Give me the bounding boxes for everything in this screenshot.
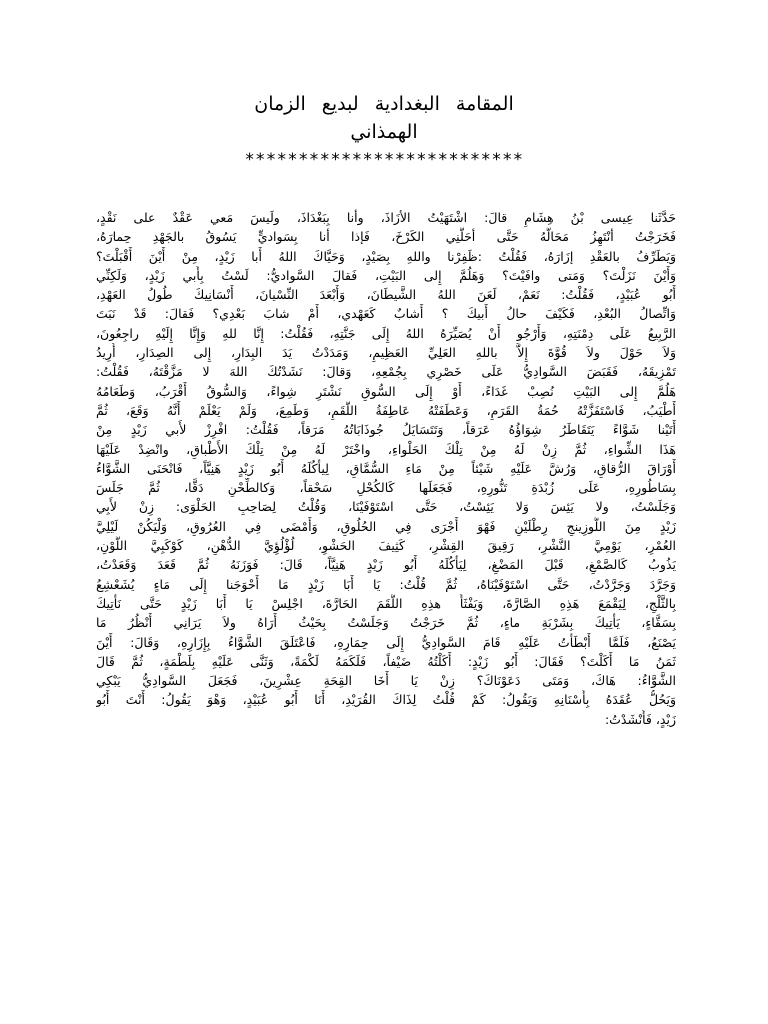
- body-line: بِسَقَّاءٍ، يَأْتِيكَ بِشَرْبَةِ ماءٍ، ثُمَّ خَرَجْتُ وَجَلَسْتُ بِحَيْثُ أَرَاهُ ولاَ يَرَانِي أَنْظُرُ مَا: [96, 615, 676, 631]
- title-line-2: الهمذاني: [350, 121, 418, 143]
- body-line: أَوْرَاقَ الرُّقاقِ، وَرُشَّ عَلَيْهِ شَيْئاً مِنْ مَاءِ السُّمَّاقِ، لِيأْكُلَهُ أَبُو زَيْدٍ هَنِيَّاً، فَانْحَنَى الشَّوَّاءُ: [96, 460, 676, 476]
- body-line: وَيَطَرِّفُ بالعَقْدِ إزَارَهُ، فَقُلْتُ :ظَفِرْنا واللهِ بِصَيْدٍ، وَحَيَّاكَ اللهُ أَبا زَيْدٍ، مِنْ أَيْنَ أَقْبَلْتَ؟: [96, 248, 676, 264]
- body-line: أَبُو عُبَيْدٍ، فَقُلْتُ: نَعَمْ، لَعَنَ اللهُ الشَّيطَانَ، وَأَبْعَدَ النِّسْيانَ، أَنْسَانِيكَ طُولُ العَهْدِ،: [96, 287, 676, 303]
- maqama-title: [120, 90, 648, 146]
- body-line: هَذَا الشِّواءِ، ثُمَّ زِنْ لَهُ مِنْ تِلْكَ الحَلْواءِ، واخْتَرْ لَهُ مِنْ تِلْكَ الأَطْباقِ، وانْضِدْ عَلَيْهَا: [96, 441, 676, 457]
- body-line: حَدَّثَنا عِيسى بْنُ هِشَامٍ قالَ: اشْتَهَيْتُ الأزَاذَ، وأنا بِبَغْدَاذَ، ولَيسَ مَعي عَقْدٌ على نَقْدٍ،: [96, 210, 676, 225]
- maqama-body-text: [96, 208, 676, 729]
- body-line: أَتَيْنا شَوَّاءً يَتَقَاطَرُ شِوَاؤُهُ عَرَقاً، وَتَتَسَايَلُ جُوذَابَاتُهُ مَرَقاً، فَقُلْتُ: افْرِزْ لأَبي زَيْدٍ مِنْ: [96, 422, 676, 438]
- body-line: العُمْرِ، يَوْمِيَّ النَّشْرِ، رَقِيقَ القِشْرِ، كَثِيفَ الحَشْوِ، لُؤْلُؤِيَّ الدُّهْنِ، كَوْكَبِيَّ اللَّوْنِ،: [96, 538, 676, 554]
- body-line: فَخَرَجْتُ أنْتَهِزُ مَحَالَّهُ حَتَّى أحَلَّنِي الكَرْخَ، فَإذا أنا بِسَواديٍّ يَسُوقُ بالجَهْدِ حِمارَهُ،: [96, 229, 676, 245]
- body-line: وَأَيْنَ نَزَلْتَ؟ وَمَتى وافَيْتَ؟ وَهَلُمَّ إِلى البَيْتِ، فَقالَ السَّواديُّ: لَسْتُ بِأَبي زَيْدٍ، وَلَكِنِّي: [96, 267, 676, 283]
- body-line: هَلُمَّ إِلى البَيْتِ نُصِبْ غَدَاءً، أَوْ إِلَى السُّوقِ نَشْتَرِ شِواءً، وَالسُّوقُ أَقْرَبُ، وَطَعَامُهُ: [96, 383, 676, 399]
- body-line: الرَّبِيعُ عَلَى دِمْنَتِهِ، وَأَرْجُو أَنْ يُصَيِّرَهُ اللهُ إِلَى جَنَّتِهِ، فَقُلْتُ: إِنَّا للهِ وَإِنَّا إِلَيْهِ راجِعُونَ،: [96, 325, 676, 341]
- body-line: الشَّوَّاءُ: هَاكَ، وَمَتَى دَعَوْنَاكَ؟ زِنْ يَا أَخَا القِحَةِ عِشْرِينَ، فَجَعَلَ السَّوادِيُّ يَبْكِي: [96, 673, 676, 689]
- body-line: زَيْدٍ، فَأَنْشَدْتُ:: [604, 711, 676, 727]
- title-separator: **************************: [244, 150, 524, 170]
- body-line: ثَمَنُ مَا أَكَلْتَ؟ فَقَالَ: أَبُو زَيْدٍ: أَكَلْتُهُ ضَيْفاً، فَلَكَمَهُ لَكْمَةً، وَثَنَّى عَلَيْهِ بِلَطْمَةٍ، ثُمَّ قَالَ: [96, 653, 676, 669]
- title-line-1: المقامة البغدادية لبديع الزمان: [254, 93, 514, 115]
- body-line: يَصْنَعُ، فَلَمَّا أَبْطَأْتُ عَلَيْهِ قَامَ السَّوادِيُّ إِلَى حِمَارِهِ، فَاعْتَلَقَ الشَّوَّاءُ بِإِزَارِهِ، وَقَالَ: أَيْنَ: [96, 634, 676, 650]
- body-line: وَلاَ حَوْلَ ولاَ قُوَّةَ إِلاَّ باللهِ العَلِيِّ العَظِيمِ، وَمَدَدْتُ يَدَ البِدَارِ، إِلى الصِدَارِ، أُرِيدُ: [96, 345, 676, 361]
- body-line: بِالثَّلْجِ، لِيَقْمَعَ هَذِهِ الصَّارَّةَ، وَيَفْثَأَ هذِهِ اللُّقَمَ الحَارَّةَ، اجْلِسْ يَا أَبَا زَيْدٍ حَتَّى نَأْتِيكَ: [96, 595, 676, 611]
- body-line: بِسَاطُورِهِ، عَلَى زُبْدَةِ تَنُّورِهِ، فَجَعَلَها كَالكُحْلِ سَحْقاً، وَكالطِّحْنِ دَقَّا، ثُمَّ جَلَسَ: [96, 480, 676, 496]
- body-line: تَمْزِيقَهُ، فَقَبَضَ السَّوادِيُّ عَلَى خَصْرِي بِجُمْعِهِ، وَقالَ: نَشَدْتُكَ اللهَ لا مَزَّقْتَهُ، فَقُلْتُ:: [96, 364, 676, 380]
- body-line: زَيْدٍ مِنَ اللُّوزِينجِ رِطْلَيْنِ فَهْوَ أَجْرَى فِي الحُلُوقِ، وَأَمْضَى فِي العُرُوقِ، وَلْيَكُنْ لَيْلِيَّ: [96, 518, 676, 534]
- body-line: يَذُوبُ كَالصَّمْغِ، قَبْلَ المَضْغِ، لِيَأْكُلَهُ أَبُو زَيْدٍ هَنِيَّاً، قَالَ: فَوَزَنَهُ ثُمَّ قَعَدَ وَقَعَدْتُ،: [96, 557, 676, 573]
- body-line: وَجَلَسْتُ، ولا يَئِسَ وَلا يَئِسْتُ، حَتَّى اسْتَوْفَيْنَا، وَقُلْتُ لِصَاحِبِ الحَلْوَى: زِنْ لأَبِي: [96, 499, 676, 515]
- body-line: وَيَحُلُّ عُقَدَهُ بِأَسْنَانِهِ وَيَقُولُ: كَمْ قُلْتُ لِذَاكَ القُرَيْدِ، أَنَا أَبُو عُبَيْدٍ، وَهْوَ يَقُولُ: أَنْتَ أَبُو: [96, 692, 676, 708]
- body-line: وَاتِّصالُ البُعْدِ، فَكَيْفَ حالُ أَبيكَ ؟ أَشابٌ كَعَهْدي، أَمْ شابَ بَعْدِي؟ فَقالَ: قَدْ نَبَتَ: [96, 306, 676, 322]
- body-line: وَجَرَّدَ وَجَرَّدْتُ، حَتَّى اسْتَوْفَيْنَاهُ، ثُمَّ قُلْتُ: يَا أَبَا زَيْدٍ مَا أَحْوَجَنا إِلَى مَاءٍ يُشَعْشِعُ: [96, 576, 676, 592]
- body-line: أَطْيَبُ، فَاسْتَفَزَّتْهُ حُمَةُ القَرَمِ، وَعَطَفَتْهُ عَاطِفَةُ اللَّقَمِ، وَطَمِعَ، وَلَمْ يَعْلَمْ أَنَّهُ وَقَعَ، ثُمَّ: [96, 402, 676, 418]
